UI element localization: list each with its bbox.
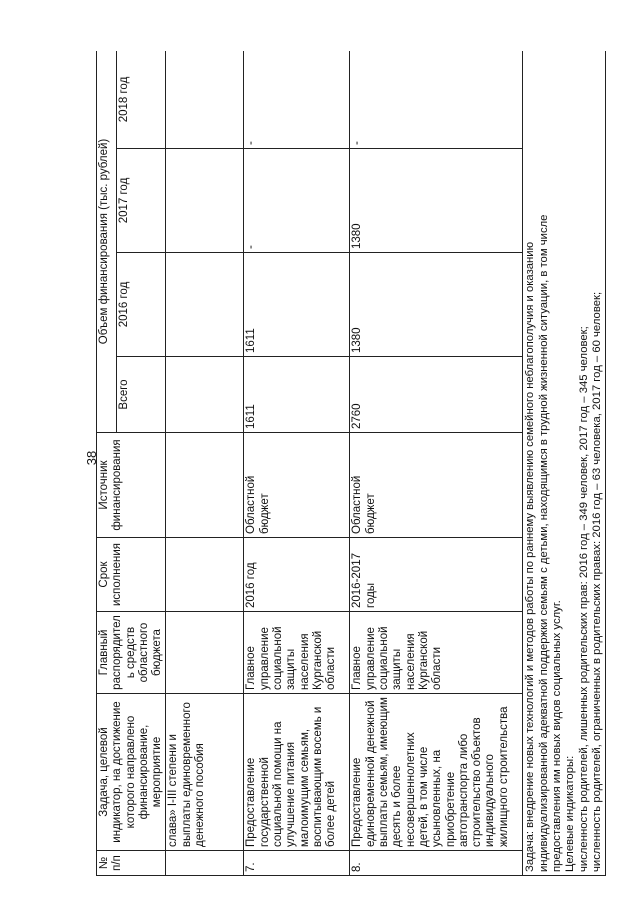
rotated-table-container	[96, 51, 621, 876]
row-source: Областной бюджет	[350, 433, 523, 538]
header-term: Срок исполнения	[97, 538, 166, 612]
row-total: 1611	[244, 357, 350, 433]
continuation-manager	[166, 612, 244, 694]
task-block	[523, 51, 606, 876]
page-number: 38	[84, 450, 99, 466]
task-line: предоставления им новых видов социальных услуг.	[551, 600, 564, 872]
continuation-total	[166, 357, 244, 433]
continuation-2016	[166, 253, 244, 357]
row-2016: 1380	[350, 253, 523, 357]
row-num: 8.	[350, 851, 523, 876]
row-2018: -	[350, 51, 523, 149]
header-2017: 2017 год	[116, 149, 166, 253]
row-task: Предоставление государственной социальной помощи на улучшение питания малоимущим семьям, воспитывающим восемь и более детей	[244, 694, 350, 851]
header-row-1	[97, 51, 117, 876]
continuation-term	[166, 538, 244, 612]
row-term: 2016-2017 годы	[350, 538, 523, 612]
row-manager: Главное управление социальной защиты населения Курганской области	[244, 612, 350, 694]
task-line: численность родителей, ограниченных в родительских правах: 2016 год – 63 человека, 2017 год – 60 человек;	[590, 291, 603, 872]
row-total: 2760	[350, 357, 523, 433]
header-manager: Главный распорядитель средств областного бюджета	[97, 612, 166, 694]
continuation-source	[166, 433, 244, 538]
row-task: Предоставление единовременной денежной выплаты семьям, имеющим десять и более несовершеннолетних детей, в том числе усыновленных, на приобретение автотранспорта либо строительство объектов индивидуального жилищного строительства	[350, 694, 523, 851]
financing-table	[96, 51, 606, 876]
header-num: № п/п	[97, 851, 166, 876]
task-line: численность родителей, лишенных родительских прав: 2016 год – 349 человек, 2017 год – 345 человек;	[577, 326, 590, 872]
row-2017: 1380	[350, 149, 523, 253]
task-line: Задача: внедрение новых технологий и методов работы по раннему выявлению семейного неблагополучия и оказанию	[524, 241, 537, 872]
row-num: 7.	[244, 851, 350, 876]
header-2016: 2016 год	[116, 253, 166, 357]
row-2017: -	[244, 149, 350, 253]
continuation-row	[166, 51, 244, 876]
table-row	[244, 51, 350, 876]
row-2016: 1611	[244, 253, 350, 357]
continuation-num	[166, 851, 244, 876]
task-line: Целевые индикаторы:	[564, 755, 577, 872]
row-source: Областной бюджет	[244, 433, 350, 538]
table-row	[350, 51, 523, 876]
continuation-task: слава» I-III степени и выплаты единовременного денежного пособия	[166, 694, 244, 851]
header-total: Всего	[116, 357, 166, 433]
task-block-row	[523, 51, 606, 876]
row-term: 2016 год	[244, 538, 350, 612]
continuation-2018	[166, 51, 244, 149]
task-line: индивидуализированной адекватной поддержки семьям с детьми, находящимся в трудной жизненной ситуации, в том числе	[537, 214, 550, 872]
header-task: Задача, целевой индикатор, на достижение которого направлено финансирование, мероприятие	[97, 694, 166, 851]
header-source: Источник финансирования	[97, 433, 166, 538]
row-2018: -	[244, 51, 350, 149]
header-volume: Объем финансирования (тыс. рублей)	[97, 51, 117, 433]
row-manager: Главное управление социальной защиты населения Курганской области	[350, 612, 523, 694]
header-2018: 2018 год	[116, 51, 166, 149]
continuation-2017	[166, 149, 244, 253]
